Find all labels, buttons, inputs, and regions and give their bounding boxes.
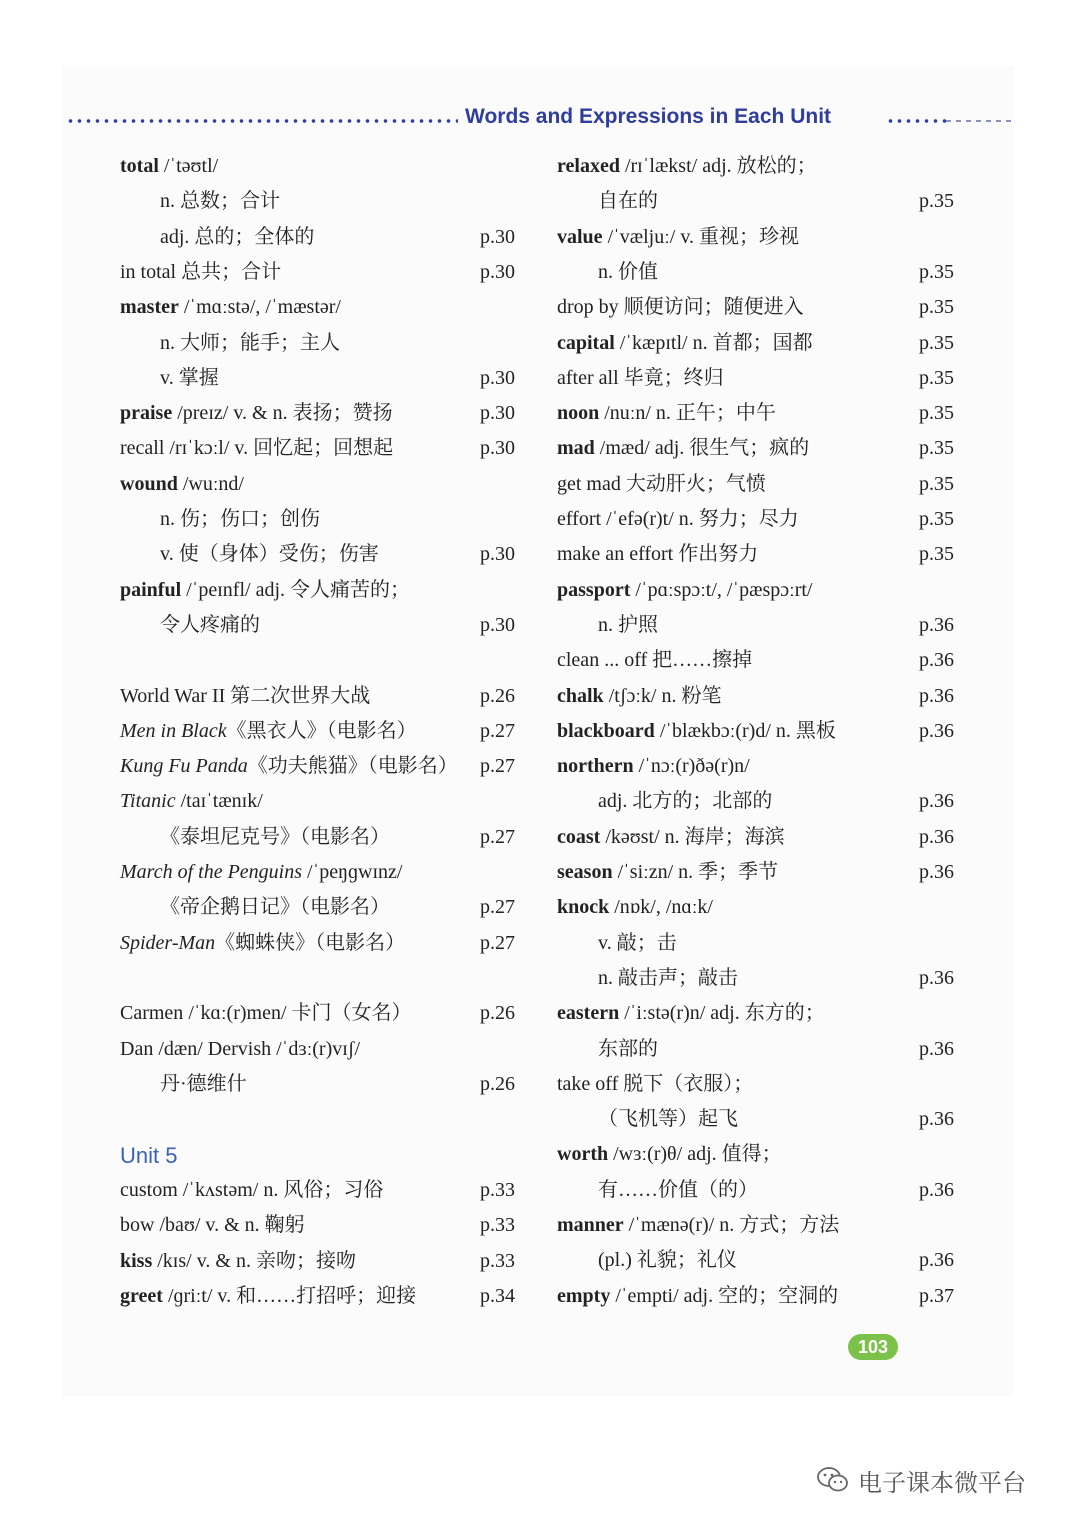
entry-headword: take off bbox=[557, 1073, 619, 1095]
entry-headword: clean ... off bbox=[557, 649, 648, 671]
entry-page-ref: p.33 bbox=[480, 1179, 515, 1201]
entry-pronunciation: /wuːnd/ bbox=[177, 473, 244, 495]
entry-page-ref: p.27 bbox=[480, 720, 515, 742]
entry-line bbox=[598, 961, 738, 996]
entry-line bbox=[120, 714, 417, 749]
entry-line bbox=[160, 890, 390, 925]
entry-sense: v. & n. 亲吻；接吻 bbox=[191, 1250, 356, 1272]
entry-pronunciation: /ˈkʌstəm/ bbox=[177, 1179, 259, 1201]
entry-page-ref: p.36 bbox=[919, 790, 954, 812]
entry-headword: after all bbox=[557, 367, 619, 389]
entry-page-ref: p.36 bbox=[919, 1179, 954, 1201]
entry-sense: 毕竟；终归 bbox=[618, 367, 724, 389]
entry-pronunciation: /rɪˈlækst/ bbox=[619, 155, 698, 177]
entry-line bbox=[598, 784, 772, 819]
entry-line bbox=[120, 290, 341, 325]
entry-page-ref: p.30 bbox=[480, 402, 515, 424]
entry-sense: n. 努力；尽力 bbox=[673, 508, 799, 530]
entry-sense: n. 正午；中午 bbox=[650, 402, 776, 424]
entry-page-ref: p.30 bbox=[480, 543, 515, 565]
entry-sense: 作出努力 bbox=[673, 543, 759, 565]
entry-line bbox=[160, 326, 340, 361]
entry-sense: v. 回忆起；回想起 bbox=[229, 437, 394, 459]
page-number-badge: 103 bbox=[848, 1334, 898, 1360]
entry-line bbox=[120, 1173, 383, 1208]
entry-page-ref: p.35 bbox=[919, 437, 954, 459]
entry-sense: v. 和……打招呼；迎接 bbox=[212, 1285, 417, 1307]
entry-line bbox=[598, 1173, 758, 1208]
entry-sense: n. 风俗；习俗 bbox=[258, 1179, 384, 1201]
entry-page-ref: p.27 bbox=[480, 826, 515, 848]
header-dots-left bbox=[66, 119, 458, 123]
entry-sense: n. 海岸；海滨 bbox=[659, 826, 785, 848]
entry-headword: master bbox=[120, 296, 179, 318]
entry-headword: March of the Penguins bbox=[120, 861, 303, 883]
entry-line bbox=[120, 855, 402, 890]
entry-sense: v. 使（身体）受伤；伤害 bbox=[160, 543, 379, 565]
entry-sense: 脱下（衣服）； bbox=[618, 1073, 754, 1095]
entry-page-ref: p.36 bbox=[919, 967, 954, 989]
entry-pronunciation: /ˈblækbɔː(r)d/ bbox=[654, 720, 771, 742]
entry-pronunciation: /ˈmænə(r)/ bbox=[623, 1214, 715, 1236]
entry-pronunciation: /mæd/ bbox=[594, 437, 650, 459]
entry-headword: relaxed bbox=[557, 155, 620, 177]
entry-line bbox=[120, 396, 393, 431]
entry-line bbox=[557, 996, 825, 1031]
entry-line bbox=[557, 643, 752, 678]
entry-sense: adj. 东方的； bbox=[705, 1002, 825, 1024]
entry-pronunciation: /nuːn/ bbox=[599, 402, 651, 424]
entry-page-ref: p.34 bbox=[480, 1285, 515, 1307]
entry-page-ref: p.26 bbox=[480, 685, 515, 707]
entry-pronunciation: /ˈkɑː(r)men/ bbox=[183, 1002, 287, 1024]
entry-line bbox=[598, 926, 677, 961]
entry-line bbox=[160, 361, 219, 396]
entry-headword: drop by bbox=[557, 296, 619, 318]
entry-pronunciation: /kəʊst/ bbox=[600, 826, 660, 848]
entry-page-ref: p.30 bbox=[480, 261, 515, 283]
entry-pronunciation: /ˈefə(r)t/ bbox=[601, 508, 674, 530]
entry-sense: 令人疼痛的 bbox=[160, 614, 260, 636]
entry-page-ref: p.35 bbox=[919, 508, 954, 530]
entry-line bbox=[120, 149, 218, 184]
entry-page-ref: p.35 bbox=[919, 543, 954, 565]
header-title: Words and Expressions in Each Unit bbox=[465, 105, 832, 128]
entry-page-ref: p.26 bbox=[480, 1073, 515, 1095]
entry-headword: coast bbox=[557, 826, 601, 848]
entry-headword: passport bbox=[557, 579, 631, 601]
entry-sense: adj. 空的；空洞的 bbox=[678, 1285, 839, 1307]
entry-line bbox=[598, 608, 658, 643]
entry-headword: blackboard bbox=[557, 720, 655, 742]
entry-line bbox=[557, 1067, 753, 1102]
entry-line bbox=[120, 996, 412, 1031]
entry-page-ref: p.33 bbox=[480, 1250, 515, 1272]
entry-headword: noon bbox=[557, 402, 600, 424]
entry-sense: 《帝企鹅日记》（电影名） bbox=[160, 896, 390, 918]
entry-line bbox=[120, 1279, 416, 1314]
entry-sense: 《泰坦尼克号》（电影名） bbox=[160, 826, 390, 848]
entry-sense: v. 敲；击 bbox=[598, 932, 677, 954]
entry-sense: 《功夫熊猫》（电影名） bbox=[247, 755, 458, 777]
entry-headword: worth bbox=[557, 1143, 609, 1165]
entry-sense: n. 黑板 bbox=[770, 720, 836, 742]
entry-page-ref: p.36 bbox=[919, 1038, 954, 1060]
entry-sense: n. 价值 bbox=[598, 261, 658, 283]
entry-pronunciation: /ˈpeŋɡwɪnz/ bbox=[302, 861, 403, 883]
entry-page-ref: p.33 bbox=[480, 1214, 515, 1236]
entry-page-ref: p.36 bbox=[919, 1249, 954, 1271]
entry-page-ref: p.37 bbox=[919, 1285, 954, 1307]
entry-sense: (pl.) 礼貌；礼仪 bbox=[598, 1249, 737, 1271]
entry-line bbox=[160, 184, 280, 219]
entry-line bbox=[160, 820, 390, 855]
entry-sense: n. 季；季节 bbox=[673, 861, 779, 883]
entry-line bbox=[598, 184, 658, 219]
entry-line bbox=[120, 926, 405, 961]
entry-headword: Men in Black bbox=[120, 720, 227, 742]
entry-headword: get mad bbox=[557, 473, 621, 495]
entry-sense: 大动肝火；气愤 bbox=[620, 473, 766, 495]
entry-line bbox=[598, 1032, 658, 1067]
entry-pronunciation: /taɪˈtænɪk/ bbox=[175, 790, 263, 812]
entry-sense: n. 伤；伤口；创伤 bbox=[160, 508, 320, 530]
entry-line bbox=[557, 573, 812, 608]
entry-page-ref: p.30 bbox=[480, 437, 515, 459]
entry-pronunciation: /rɪˈkɔːl/ bbox=[164, 437, 230, 459]
entry-line bbox=[598, 255, 658, 290]
entry-line bbox=[557, 396, 776, 431]
entry-line bbox=[557, 714, 836, 749]
entry-headword: praise bbox=[120, 402, 173, 424]
entry-page-ref: p.36 bbox=[919, 685, 954, 707]
entry-line bbox=[557, 749, 750, 784]
entry-page-ref: p.30 bbox=[480, 614, 515, 636]
entry-sense: adj. 值得； bbox=[682, 1143, 782, 1165]
entry-line bbox=[557, 502, 799, 537]
entry-line bbox=[160, 537, 379, 572]
entry-headword: knock bbox=[557, 896, 610, 918]
entry-line bbox=[120, 255, 281, 290]
entry-page-ref: p.35 bbox=[919, 367, 954, 389]
entry-page-ref: p.30 bbox=[480, 367, 515, 389]
entry-page-ref: p.26 bbox=[480, 1002, 515, 1024]
entry-line bbox=[557, 820, 785, 855]
entry-line bbox=[557, 855, 778, 890]
entry-sense: v. & n. 表扬；赞扬 bbox=[228, 402, 393, 424]
entry-headword: eastern bbox=[557, 1002, 620, 1024]
entry-headword: recall bbox=[120, 437, 165, 459]
entry-line bbox=[120, 784, 263, 819]
page-header bbox=[0, 103, 1080, 137]
entry-pronunciation: /ɡriːt/ bbox=[162, 1285, 213, 1307]
entry-pronunciation: /ˈnɔː(r)ðə(r)n/ bbox=[633, 755, 750, 777]
entry-sense: 自在的 bbox=[598, 190, 658, 212]
entry-sense: 丹·德维什 bbox=[160, 1073, 247, 1095]
entry-pronunciation: /ˈiːstə(r)n/ bbox=[619, 1002, 706, 1024]
entry-headword: Dan bbox=[120, 1038, 154, 1060]
entry-sense: 有……价值（的） bbox=[598, 1179, 758, 1201]
entry-headword: kiss bbox=[120, 1250, 153, 1272]
entry-page-ref: p.27 bbox=[480, 755, 515, 777]
entry-pronunciation: /ˈmɑːstə/, /ˈmæstər/ bbox=[178, 296, 341, 318]
entry-page-ref: p.36 bbox=[919, 826, 954, 848]
entry-line bbox=[598, 1102, 738, 1137]
entry-page-ref: p.35 bbox=[919, 332, 954, 354]
entry-page-ref: p.30 bbox=[480, 226, 515, 248]
entry-headword: total bbox=[120, 155, 159, 177]
entry-line bbox=[120, 749, 458, 784]
entry-pronunciation: /nɒk/, /nɑːk/ bbox=[609, 896, 713, 918]
entry-line bbox=[120, 573, 410, 608]
entry-headword: manner bbox=[557, 1214, 624, 1236]
entry-headword: Kung Fu Panda bbox=[120, 755, 248, 777]
entry-pronunciation: /ˈempti/ bbox=[610, 1285, 679, 1307]
entry-line bbox=[557, 1279, 838, 1314]
entry-headword: Spider-Man bbox=[120, 932, 216, 954]
entry-pronunciation: /dæn/ Dervish /ˈdɜː(r)vɪʃ/ bbox=[153, 1038, 361, 1060]
entry-sense: 《蜘蛛侠》（电影名） bbox=[215, 932, 406, 954]
entry-sense: adj. 很生气；疯的 bbox=[649, 437, 810, 459]
entry-headword: mad bbox=[557, 437, 595, 459]
entry-line bbox=[557, 431, 809, 466]
entry-pronunciation: /ˈpeɪnfl/ bbox=[181, 579, 251, 601]
entry-headword: effort bbox=[557, 508, 602, 530]
entry-line bbox=[120, 1208, 305, 1243]
entry-headword: empty bbox=[557, 1285, 611, 1307]
entry-pronunciation: /ˈkæpɪtl/ bbox=[614, 332, 688, 354]
entry-pronunciation: /preɪz/ bbox=[172, 402, 229, 424]
entry-sense: n. 粉笔 bbox=[656, 685, 722, 707]
entry-page-ref: p.35 bbox=[919, 402, 954, 424]
entry-line bbox=[120, 431, 393, 466]
entry-headword: capital bbox=[557, 332, 615, 354]
entry-page-ref: p.36 bbox=[919, 861, 954, 883]
entry-headword: bow bbox=[120, 1214, 155, 1236]
entry-headword: wound bbox=[120, 473, 178, 495]
entry-page-ref: p.36 bbox=[919, 720, 954, 742]
entry-sense: 《黑衣人》（电影名） bbox=[226, 720, 417, 742]
header-dashes-right bbox=[946, 120, 1016, 122]
entry-headword: make an effort bbox=[557, 543, 674, 565]
entry-sense: 卡门（女名） bbox=[286, 1002, 412, 1024]
entry-headword: World War II bbox=[120, 685, 226, 707]
entry-line bbox=[557, 890, 713, 925]
entry-line bbox=[557, 679, 721, 714]
entry-sense: 顺便访问；随便进入 bbox=[618, 296, 804, 318]
entry-headword: Carmen bbox=[120, 1002, 184, 1024]
entry-sense: n. 总数；合计 bbox=[160, 190, 280, 212]
entry-pronunciation: /wɜː(r)θ/ bbox=[608, 1143, 683, 1165]
wechat-icon bbox=[816, 1465, 850, 1495]
entry-sense: n. 敲击声；敲击 bbox=[598, 967, 738, 989]
watermark-text: 电子课本微平台 bbox=[858, 1468, 1026, 1497]
entry-line bbox=[557, 290, 804, 325]
entry-headword: greet bbox=[120, 1285, 163, 1307]
entry-line bbox=[120, 467, 244, 502]
entry-sense: 把……擦掉 bbox=[647, 649, 753, 671]
entry-sense: v. 重视；珍视 bbox=[675, 226, 800, 248]
entry-page-ref: p.36 bbox=[919, 1108, 954, 1130]
entry-line bbox=[557, 1208, 839, 1243]
entry-headword: chalk bbox=[557, 685, 604, 707]
entry-headword: custom bbox=[120, 1179, 178, 1201]
entry-headword: painful bbox=[120, 579, 182, 601]
entry-pronunciation: /ˈsiːzn/ bbox=[612, 861, 674, 883]
entry-sense: n. 首都；国都 bbox=[687, 332, 813, 354]
entry-line bbox=[557, 326, 813, 361]
entry-line bbox=[557, 537, 758, 572]
watermark bbox=[816, 1460, 1026, 1500]
entry-headword: in total bbox=[120, 261, 177, 283]
entry-sense: adj. 北方的；北部的 bbox=[598, 790, 773, 812]
entry-line bbox=[120, 679, 370, 714]
entry-page-ref: p.35 bbox=[919, 473, 954, 495]
entry-page-ref: p.27 bbox=[480, 896, 515, 918]
entry-line bbox=[120, 1032, 360, 1067]
entry-page-ref: p.35 bbox=[919, 296, 954, 318]
entry-sense: adj. 放松的； bbox=[697, 155, 817, 177]
entry-headword: season bbox=[557, 861, 613, 883]
entry-sense: adj. 总的；全体的 bbox=[160, 226, 315, 248]
unit-heading: Unit 5 bbox=[120, 1143, 178, 1168]
entry-sense: 第二次世界大战 bbox=[225, 685, 371, 707]
entry-pronunciation: /tʃɔːk/ bbox=[603, 685, 657, 707]
entry-page-ref: p.36 bbox=[919, 649, 954, 671]
entry-line bbox=[160, 220, 314, 255]
entry-headword: northern bbox=[557, 755, 634, 777]
entry-sense: n. 方式；方法 bbox=[714, 1214, 840, 1236]
entry-line bbox=[557, 149, 817, 184]
entry-pronunciation: /ˈvæljuː/ bbox=[602, 226, 676, 248]
entry-line bbox=[557, 220, 799, 255]
entry-line bbox=[557, 1137, 782, 1172]
entry-pronunciation: /ˈtəʊtl/ bbox=[158, 155, 219, 177]
entry-sense: adj. 令人痛苦的； bbox=[250, 579, 411, 601]
entry-page-ref: p.35 bbox=[919, 190, 954, 212]
entry-page-ref: p.35 bbox=[919, 261, 954, 283]
entry-line bbox=[160, 1067, 247, 1102]
entry-line bbox=[160, 502, 320, 537]
entry-sense: 总共；合计 bbox=[176, 261, 282, 283]
entry-sense: n. 大师；能手；主人 bbox=[160, 332, 340, 354]
entry-page-ref: p.36 bbox=[919, 614, 954, 636]
entry-sense: 东部的 bbox=[598, 1038, 658, 1060]
entry-pronunciation: /ˈpɑːspɔːt/, /ˈpæspɔːrt/ bbox=[630, 579, 813, 601]
entry-pronunciation: /kɪs/ bbox=[152, 1250, 192, 1272]
entry-line bbox=[120, 1244, 356, 1279]
entry-line bbox=[160, 608, 260, 643]
entry-line bbox=[557, 467, 766, 502]
entry-headword: Titanic bbox=[120, 790, 176, 812]
entry-sense: n. 护照 bbox=[598, 614, 658, 636]
entry-page-ref: p.27 bbox=[480, 932, 515, 954]
entry-sense: v. & n. 鞠躬 bbox=[200, 1214, 305, 1236]
entry-sense: （飞机等）起飞 bbox=[598, 1108, 738, 1130]
entry-line bbox=[557, 361, 724, 396]
entry-headword: value bbox=[557, 226, 603, 248]
entry-pronunciation: /baʊ/ bbox=[154, 1214, 201, 1236]
header-dots-right bbox=[886, 119, 946, 123]
entry-line bbox=[598, 1243, 737, 1278]
entry-sense: v. 掌握 bbox=[160, 367, 219, 389]
